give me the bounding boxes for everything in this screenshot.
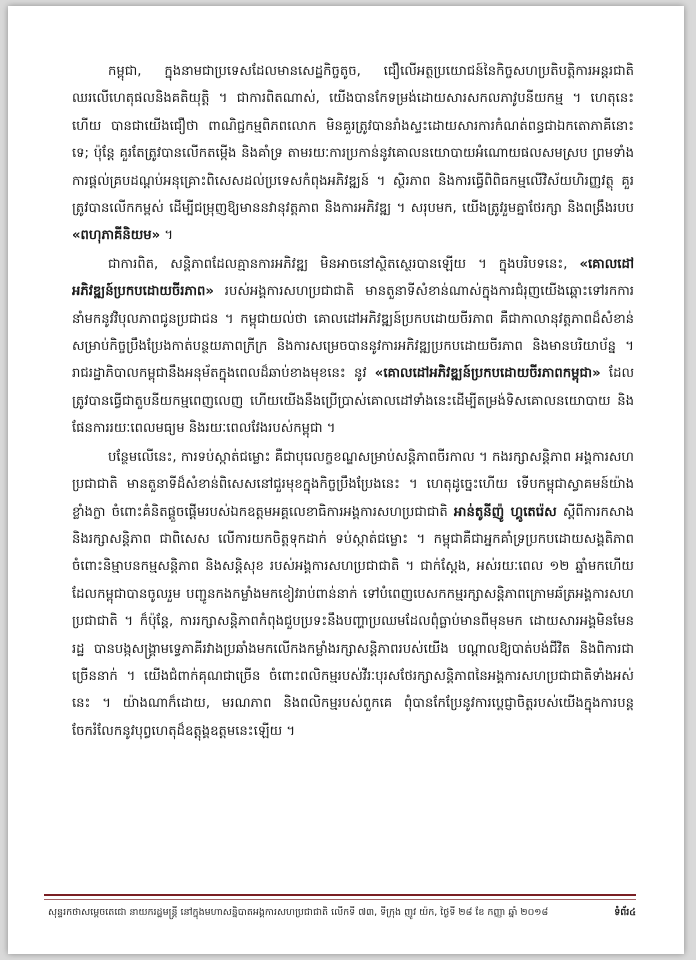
body-text <box>72 58 634 745</box>
bold-term-cambodia-sdgs: «គោលដៅអភិវឌ្ឍន៍ប្រកបដោយចីរភាពកម្ពុជា» <box>374 366 601 382</box>
bold-term-sdgs: «គោលដៅអភិវឌ្ឍន៍ប្រកបដោយចីរភាព» <box>72 256 634 300</box>
paragraph-text: របស់អង្គការសហប្រជាជាតិ មានតួនាទីសំខាន់ណាស់ក្នុងការជំរុញយើងឆ្ពោះទៅរកការនាំមកនូវវិបុលភាពជូនប្រជាជន ។ កម្ពុជាយល់ថា គោលដៅអភិវឌ្ឍន៍ប្រកបដោយចីរភាព គឺជាកាលានុវត្តភាពដ៏សំខាន់សម្រាប់កិច្ចប្រឹងប្រែងកាត់បន្ថយភាពក្រីក្រ និងការសម្រេចបាននូវការអភិវឌ្ឍប្រកបដោយចីរភាព និងមានបរិយាប័ន្ន ។ រាជរដ្ឋាភិបាលកម្ពុជានឹងអនុម័តក្នុងពេលដ៏ឆាប់ខាងមុខនេះ នូវ <box>72 284 634 382</box>
paragraph-text: ដែលត្រូវបានធ្វើជាតួបនីយកម្មពេញលេញ ហើយយើងនឹងប្រើប្រាស់គោលដៅទាំងនេះដើម្បីតម្រង់ទិសគោលនយោបាយ និងផែនការរយៈពេលមធ្យម និងរយៈពេលវែងរបស់កម្ពុជា ។ <box>72 366 635 437</box>
paragraph-peacekeeping <box>72 444 634 745</box>
page-footer <box>48 906 636 920</box>
paragraph-text: ។ <box>160 228 174 244</box>
page-number: ទំព័រ៤ <box>614 907 636 918</box>
paragraph-text: ជាការពិត, សន្តិភាពដែលគ្មានការអភិវឌ្ឍ មិនអាចនៅស្ថិតស្ថេរបានឡើយ ។ ក្នុងបរិបទនេះ, <box>108 256 580 272</box>
paragraph-multilateralism <box>72 58 634 250</box>
paragraph-sdgs <box>72 251 634 443</box>
bold-name-guterres: អាន់តូនីញ៉ូ ហ្គូតេរ៉េស <box>453 504 557 520</box>
paragraph-text: កម្ពុជា, ក្នុងនាមជាប្រទេសដែលមានសេដ្ឋកិច្ចតូច, ជឿលើអត្ថប្រយោជន៍នៃកិច្ចសហប្រតិបត្តិការអន្តរជាតិ ឈរលើហេតុផលនិងគតិយុត្តិ ។ ជាការពិតណាស់, យើងបានកែទម្រង់ដោយសារសកលភាវូបនីយកម្ម ។ ហេតុនេះហើយ បានជាយើងជឿថា ពាណិជ្ជកម្មពិភពលោក មិនគួរត្រូវបានរាំងស្ទះដោយសារការកំណត់ពន្ធជាឯកតោភាគីនោះទេ; ប៉ុន្តែ គួរតែត្រូវបានលើកតម្កើង និងគាំទ្រ តាមរយៈការប្រកាន់នូវគោលនយោបាយអំណោយផលសមស្រប ព្រមទាំង ការផ្តល់គ្របដណ្តប់អនុគ្រោះពិសេសដល់ប្រទេសកំពុងអភិវឌ្ឍន៍ ។ ស្ថិរភាព និងការធ្វើពិពិធកម្មលើវិស័យហិរញ្ញវត្ថុ គួរត្រូវបានលើកកម្ពស់ ដើម្បីជម្រុញឱ្យមាននវានុវត្តភាព និងការអភិវឌ្ឍ ។ សរុបមក, យើងត្រូវរួមគ្នាថែរក្សា និងពង្រឹងរបប <box>72 64 634 217</box>
footer-divider-thin <box>44 899 636 900</box>
document-page <box>8 6 684 954</box>
footer-divider <box>44 894 636 896</box>
footer-caption: សុន្ទរកថាសម្តេចតេជោ នាយករដ្ឋមន្ត្រី នៅក្នុងមហាសន្និបាតអង្គការសហប្រជាជាតិ លើកទី ៧៣, ទីក្រុង ញូវ យ៉ក, ថ្ងៃទី ២៨ ខែ កញ្ញា ឆ្នាំ ២០១៨ <box>48 907 549 918</box>
bold-term-multilateralism: «ពហុភាគីនិយម» <box>72 228 161 244</box>
paragraph-text: ស្តីពីការកសាង និងរក្សាសន្តិភាព ជាពិសេស លើការយកចិត្តទុកដាក់ ទប់ស្កាត់ជម្លោះ ។ កម្ពុជាគឺជាអ្នកគាំទ្រប្រកបដោយសង្គតិភាពចំពោះនិម្មាបនកម្មសន្តិភាព និងសន្តិសុខ របស់អង្គការសហប្រជាជាតិ ។ ជាក់ស្តែង, អស់រយៈពេល ១២ ឆ្នាំមកហើយ ដែលកម្ពុជាបានចូលរួម បញ្ជូនកងកម្លាំងមកខៀវរាប់ពាន់នាក់ ទៅបំពេញបេសកកម្មរក្សាសន្តិភាពក្រោមឆ័ត្រអង្គការសហប្រជាជាតិ ។ ក៏ប៉ុន្តែ, ការរក្សាសន្តិភាពកំពុងជួបប្រទះនឹងបញ្ហាប្រឈមដែលពុំធ្លាប់មានពីមុនមក ដោយសារអង្គមិនមែនរដ្ឋ បានបង្កសង្គ្រាមទ្វេភាគីរវាងប្រឆាំងមកលើកងកម្លាំងរក្សាសន្តិភាពរបស់យើង បណ្តាលឱ្យបាត់បង់ជីវិត និងពិការជាច្រើននាក់ ។ យើងជំពាក់គុណជាច្រើន ចំពោះពលិកម្មរបស់វីរៈបុរសថែរក្សាសន្តិភាពនៃអង្គការសហប្រជាជាតិទាំងអស់នេះ ។ យ៉ាងណាក៏ដោយ, មរណភាព និងពលិកម្មរបស់ពួកគេ ពុំបានកែប្រែនូវការប្តេជ្ញាចិត្តរបស់យើងក្នុងការបន្តចែករំលែកនូវបុព្វហេតុដ៏ឧត្តុង្គឧត្តមនេះឡើយ ។ <box>72 504 634 739</box>
paragraph-text: បន្ថែមលើនេះ, ការទប់ស្កាត់ជម្លោះ គឺជាបុរេលក្ខខណ្ឌសម្រាប់សន្តិភាពចីរកាល ។ កងរក្សាសន្តិភាព អង្គការសហប្រជាជាតិ មានតួនាទីដ៏សំខាន់ពិសេសនៅជួរមុខក្នុងកិច្ចប្រឹងប្រែងនេះ ។ ហេតុដូច្នេះហើយ ទើបកម្ពុជាស្វាគមន៍យ៉ាងខ្លាំងក្លា ចំពោះគំនិតផ្តួចផ្តើមរបស់ឯកឧត្តមអគ្គលេខាធិការអង្គការសហប្រជាជាតិ <box>72 449 634 520</box>
